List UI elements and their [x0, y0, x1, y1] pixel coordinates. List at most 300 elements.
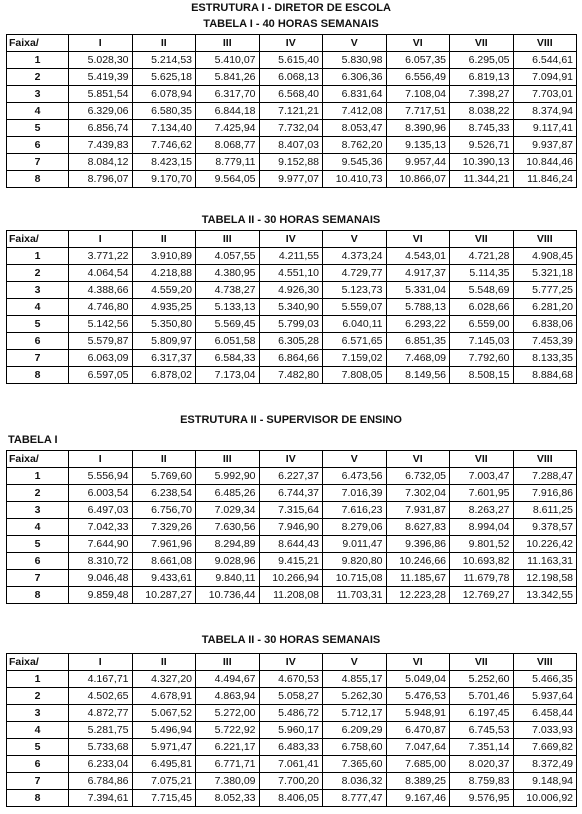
- value-cell: 5.058,27: [259, 688, 323, 705]
- faixa-cell: 1: [7, 468, 69, 485]
- value-cell: 7.315,64: [259, 502, 323, 519]
- faixa-cell: 4: [7, 299, 69, 316]
- value-cell: 6.831,64: [323, 86, 387, 103]
- value-cell: 7.616,23: [323, 502, 387, 519]
- value-cell: 6.051,58: [196, 333, 260, 350]
- column-header-faixa: Faixa/: [7, 654, 69, 671]
- value-cell: 7.717,51: [386, 103, 450, 120]
- value-cell: 7.916,86: [513, 485, 577, 502]
- value-cell: 4.502,65: [69, 688, 133, 705]
- value-cell: 7.669,82: [513, 739, 577, 756]
- value-cell: 6.568,40: [259, 86, 323, 103]
- value-cell: 6.233,04: [69, 756, 133, 773]
- column-header-nivel: III: [196, 231, 260, 248]
- value-cell: 7.703,01: [513, 86, 577, 103]
- value-cell: 10.410,73: [323, 171, 387, 188]
- value-cell: 5.028,30: [69, 52, 133, 69]
- value-cell: 9.011,47: [323, 536, 387, 553]
- estrutura-1-tabela-1: [6, 34, 577, 188]
- value-cell: 4.494,67: [196, 671, 260, 688]
- value-cell: 6.003,54: [69, 485, 133, 502]
- column-header-faixa: Faixa/: [7, 451, 69, 468]
- value-cell: 6.209,29: [323, 722, 387, 739]
- table-row: [7, 570, 577, 587]
- table-row: [7, 502, 577, 519]
- value-cell: 4.327,20: [132, 671, 196, 688]
- value-cell: 5.948,91: [386, 705, 450, 722]
- column-header-nivel: VII: [450, 451, 514, 468]
- value-cell: 5.548,69: [450, 282, 514, 299]
- value-cell: 6.057,35: [386, 52, 450, 69]
- value-cell: 7.029,34: [196, 502, 260, 519]
- value-cell: 6.744,37: [259, 485, 323, 502]
- faixa-cell: 1: [7, 52, 69, 69]
- value-cell: 6.329,06: [69, 103, 133, 120]
- value-cell: 7.108,04: [386, 86, 450, 103]
- value-cell: 5.788,13: [386, 299, 450, 316]
- faixa-cell: 2: [7, 69, 69, 86]
- column-header-nivel: VII: [450, 231, 514, 248]
- table-row: [7, 705, 577, 722]
- column-header-nivel: V: [323, 35, 387, 52]
- column-header-nivel: III: [196, 451, 260, 468]
- value-cell: 8.407,03: [259, 137, 323, 154]
- value-cell: 7.439,83: [69, 137, 133, 154]
- value-cell: 9.957,44: [386, 154, 450, 171]
- value-cell: 9.545,36: [323, 154, 387, 171]
- value-cell: 8.611,25: [513, 502, 577, 519]
- faixa-cell: 8: [7, 367, 69, 384]
- value-cell: 8.310,72: [69, 553, 133, 570]
- value-cell: 4.855,17: [323, 671, 387, 688]
- value-cell: 6.559,00: [450, 316, 514, 333]
- value-cell: 7.134,40: [132, 120, 196, 137]
- value-cell: 11.703,31: [323, 587, 387, 604]
- value-cell: 6.063,09: [69, 350, 133, 367]
- value-cell: 5.851,54: [69, 86, 133, 103]
- value-cell: 5.971,47: [132, 739, 196, 756]
- value-cell: 9.977,07: [259, 171, 323, 188]
- value-cell: 6.485,26: [196, 485, 260, 502]
- value-cell: 5.410,07: [196, 52, 260, 69]
- value-cell: 9.135,13: [386, 137, 450, 154]
- value-cell: 5.466,35: [513, 671, 577, 688]
- value-cell: 6.597,05: [69, 367, 133, 384]
- column-header-nivel: II: [132, 231, 196, 248]
- value-cell: 6.784,86: [69, 773, 133, 790]
- value-cell: 6.819,13: [450, 69, 514, 86]
- value-cell: 5.350,80: [132, 316, 196, 333]
- column-header-nivel: VIII: [513, 451, 577, 468]
- value-cell: 5.809,97: [132, 333, 196, 350]
- value-cell: 7.412,08: [323, 103, 387, 120]
- value-cell: 8.759,83: [450, 773, 514, 790]
- value-cell: 9.576,95: [450, 790, 514, 807]
- column-header-nivel: IV: [259, 35, 323, 52]
- value-cell: 7.946,90: [259, 519, 323, 536]
- value-cell: 4.373,24: [323, 248, 387, 265]
- value-cell: 4.167,71: [69, 671, 133, 688]
- faixa-cell: 1: [7, 671, 69, 688]
- value-cell: 5.615,40: [259, 52, 323, 69]
- value-cell: 10.736,44: [196, 587, 260, 604]
- table-row: [7, 333, 577, 350]
- value-cell: 6.306,36: [323, 69, 387, 86]
- value-cell: 8.508,15: [450, 367, 514, 384]
- table-row: [7, 587, 577, 604]
- faixa-cell: 2: [7, 485, 69, 502]
- value-cell: 13.342,55: [513, 587, 577, 604]
- table-row: [7, 468, 577, 485]
- value-cell: 7.075,21: [132, 773, 196, 790]
- value-cell: 5.321,18: [513, 265, 577, 282]
- value-cell: 6.544,61: [513, 52, 577, 69]
- value-cell: 5.799,03: [259, 316, 323, 333]
- value-cell: 7.003,47: [450, 468, 514, 485]
- value-cell: 9.937,87: [513, 137, 577, 154]
- value-cell: 5.496,94: [132, 722, 196, 739]
- header-row: [7, 451, 577, 468]
- header-row: [7, 231, 577, 248]
- column-header-nivel: I: [69, 35, 133, 52]
- table-row: [7, 103, 577, 120]
- value-cell: 8.423,15: [132, 154, 196, 171]
- column-header-nivel: I: [69, 231, 133, 248]
- value-cell: 7.042,33: [69, 519, 133, 536]
- value-cell: 6.580,35: [132, 103, 196, 120]
- value-cell: 7.329,26: [132, 519, 196, 536]
- value-cell: 11.846,24: [513, 171, 577, 188]
- value-cell: 9.801,52: [450, 536, 514, 553]
- estrutura-1-title: ESTRUTURA I - DIRETOR DE ESCOLA: [191, 2, 391, 14]
- value-cell: 5.331,04: [386, 282, 450, 299]
- value-cell: 7.644,90: [69, 536, 133, 553]
- value-cell: 4.729,77: [323, 265, 387, 282]
- column-header-nivel: VIII: [513, 231, 577, 248]
- value-cell: 10.266,94: [259, 570, 323, 587]
- table-row: [7, 367, 577, 384]
- value-cell: 4.863,94: [196, 688, 260, 705]
- column-header-nivel: II: [132, 451, 196, 468]
- value-cell: 9.378,57: [513, 519, 577, 536]
- value-cell: 6.293,22: [386, 316, 450, 333]
- faixa-cell: 5: [7, 739, 69, 756]
- value-cell: 8.053,47: [323, 120, 387, 137]
- value-cell: 5.252,60: [450, 671, 514, 688]
- value-cell: 6.295,05: [450, 52, 514, 69]
- value-cell: 8.796,07: [69, 171, 133, 188]
- value-cell: 7.033,93: [513, 722, 577, 739]
- value-cell: 6.844,18: [196, 103, 260, 120]
- value-cell: 4.543,01: [386, 248, 450, 265]
- value-cell: 10.246,66: [386, 553, 450, 570]
- faixa-cell: 3: [7, 502, 69, 519]
- value-cell: 6.732,05: [386, 468, 450, 485]
- value-cell: 5.992,90: [196, 468, 260, 485]
- value-cell: 10.287,27: [132, 587, 196, 604]
- value-cell: 5.419,39: [69, 69, 133, 86]
- value-cell: 8.745,33: [450, 120, 514, 137]
- value-cell: 6.584,33: [196, 350, 260, 367]
- faixa-cell: 3: [7, 86, 69, 103]
- column-header-nivel: VI: [386, 451, 450, 468]
- column-header-nivel: III: [196, 654, 260, 671]
- column-header-nivel: V: [323, 231, 387, 248]
- faixa-cell: 2: [7, 265, 69, 282]
- faixa-cell: 3: [7, 282, 69, 299]
- value-cell: 4.738,27: [196, 282, 260, 299]
- column-header-faixa: Faixa/: [7, 231, 69, 248]
- value-cell: 10.226,42: [513, 536, 577, 553]
- header-row: [7, 654, 577, 671]
- value-cell: 8.279,06: [323, 519, 387, 536]
- value-cell: 3.771,22: [69, 248, 133, 265]
- value-cell: 6.305,28: [259, 333, 323, 350]
- value-cell: 4.551,10: [259, 265, 323, 282]
- column-header-nivel: III: [196, 35, 260, 52]
- value-cell: 8.084,12: [69, 154, 133, 171]
- faixa-cell: 6: [7, 333, 69, 350]
- value-cell: 7.961,96: [132, 536, 196, 553]
- estrutura-2-tabela-1: [6, 450, 577, 604]
- value-cell: 5.123,73: [323, 282, 387, 299]
- value-cell: 5.340,90: [259, 299, 323, 316]
- value-cell: 6.838,06: [513, 316, 577, 333]
- value-cell: 4.064,54: [69, 265, 133, 282]
- faixa-cell: 7: [7, 350, 69, 367]
- value-cell: 11.163,31: [513, 553, 577, 570]
- column-header-nivel: VII: [450, 654, 514, 671]
- value-cell: 8.627,83: [386, 519, 450, 536]
- value-cell: 4.211,55: [259, 248, 323, 265]
- value-cell: 7.685,00: [386, 756, 450, 773]
- value-cell: 8.263,27: [450, 502, 514, 519]
- table-row: [7, 137, 577, 154]
- value-cell: 7.047,64: [386, 739, 450, 756]
- value-cell: 6.317,70: [196, 86, 260, 103]
- value-cell: 6.556,49: [386, 69, 450, 86]
- estrutura-1-tabela-1-title: TABELA I - 40 HORAS SEMANAIS: [203, 18, 379, 30]
- value-cell: 5.733,68: [69, 739, 133, 756]
- value-cell: 6.281,20: [513, 299, 577, 316]
- column-header-faixa: Faixa/: [7, 35, 69, 52]
- value-cell: 8.372,49: [513, 756, 577, 773]
- value-cell: 8.374,94: [513, 103, 577, 120]
- value-cell: 8.644,43: [259, 536, 323, 553]
- column-header-nivel: VII: [450, 35, 514, 52]
- value-cell: 8.036,32: [323, 773, 387, 790]
- value-cell: 7.453,39: [513, 333, 577, 350]
- value-cell: 4.926,30: [259, 282, 323, 299]
- value-cell: 5.114,35: [450, 265, 514, 282]
- value-cell: 7.398,27: [450, 86, 514, 103]
- value-cell: 4.670,53: [259, 671, 323, 688]
- value-cell: 8.294,89: [196, 536, 260, 553]
- value-cell: 9.028,96: [196, 553, 260, 570]
- value-cell: 7.288,47: [513, 468, 577, 485]
- value-cell: 10.006,92: [513, 790, 577, 807]
- faixa-cell: 7: [7, 154, 69, 171]
- value-cell: 7.468,09: [386, 350, 450, 367]
- faixa-cell: 8: [7, 171, 69, 188]
- value-cell: 5.142,56: [69, 316, 133, 333]
- faixa-cell: 7: [7, 773, 69, 790]
- value-cell: 5.722,92: [196, 722, 260, 739]
- table-row: [7, 154, 577, 171]
- faixa-cell: 6: [7, 756, 69, 773]
- column-header-nivel: VIII: [513, 35, 577, 52]
- value-cell: 8.133,35: [513, 350, 577, 367]
- value-cell: 7.746,62: [132, 137, 196, 154]
- value-cell: 4.908,45: [513, 248, 577, 265]
- faixa-cell: 8: [7, 790, 69, 807]
- table-row: [7, 688, 577, 705]
- value-cell: 8.779,11: [196, 154, 260, 171]
- table-row: [7, 265, 577, 282]
- faixa-cell: 3: [7, 705, 69, 722]
- value-cell: 8.884,68: [513, 367, 577, 384]
- table-row: [7, 282, 577, 299]
- value-cell: 6.756,70: [132, 502, 196, 519]
- faixa-cell: 4: [7, 519, 69, 536]
- value-cell: 4.559,20: [132, 282, 196, 299]
- value-cell: 7.380,09: [196, 773, 260, 790]
- table-row: [7, 120, 577, 137]
- value-cell: 6.878,02: [132, 367, 196, 384]
- value-cell: 9.526,71: [450, 137, 514, 154]
- table-row: [7, 52, 577, 69]
- table-row: [7, 671, 577, 688]
- value-cell: 6.238,54: [132, 485, 196, 502]
- value-cell: 6.473,56: [323, 468, 387, 485]
- value-cell: 7.425,94: [196, 120, 260, 137]
- value-cell: 5.841,26: [196, 69, 260, 86]
- value-cell: 4.678,91: [132, 688, 196, 705]
- faixa-cell: 2: [7, 688, 69, 705]
- value-cell: 9.820,80: [323, 553, 387, 570]
- value-cell: 12.198,58: [513, 570, 577, 587]
- column-header-nivel: II: [132, 35, 196, 52]
- value-cell: 7.302,04: [386, 485, 450, 502]
- value-cell: 5.579,87: [69, 333, 133, 350]
- table-row: [7, 485, 577, 502]
- value-cell: 10.866,07: [386, 171, 450, 188]
- value-cell: 9.167,46: [386, 790, 450, 807]
- value-cell: 6.078,94: [132, 86, 196, 103]
- faixa-cell: 7: [7, 570, 69, 587]
- value-cell: 8.149,56: [386, 367, 450, 384]
- value-cell: 11.208,08: [259, 587, 323, 604]
- estrutura-2-title: ESTRUTURA II - SUPERVISOR DE ENSINO: [180, 414, 402, 426]
- value-cell: 11.344,21: [450, 171, 514, 188]
- column-header-nivel: VI: [386, 654, 450, 671]
- column-header-nivel: VI: [386, 231, 450, 248]
- value-cell: 7.792,60: [450, 350, 514, 367]
- table-row: [7, 171, 577, 188]
- table-row: [7, 248, 577, 265]
- value-cell: 8.052,33: [196, 790, 260, 807]
- value-cell: 5.960,17: [259, 722, 323, 739]
- table-row: [7, 86, 577, 103]
- column-header-nivel: IV: [259, 654, 323, 671]
- value-cell: 8.994,04: [450, 519, 514, 536]
- column-header-nivel: I: [69, 451, 133, 468]
- value-cell: 9.396,86: [386, 536, 450, 553]
- value-cell: 4.872,77: [69, 705, 133, 722]
- value-cell: 7.351,14: [450, 739, 514, 756]
- value-cell: 11.679,78: [450, 570, 514, 587]
- value-cell: 5.937,64: [513, 688, 577, 705]
- value-cell: 10.693,82: [450, 553, 514, 570]
- value-cell: 8.020,37: [450, 756, 514, 773]
- value-cell: 8.661,08: [132, 553, 196, 570]
- value-cell: 4.721,28: [450, 248, 514, 265]
- value-cell: 9.046,48: [69, 570, 133, 587]
- value-cell: 5.272,00: [196, 705, 260, 722]
- value-cell: 4.388,66: [69, 282, 133, 299]
- value-cell: 5.486,72: [259, 705, 323, 722]
- table-row: [7, 299, 577, 316]
- column-header-nivel: V: [323, 451, 387, 468]
- estrutura-2-tabela-2: [6, 653, 577, 807]
- value-cell: 5.049,04: [386, 671, 450, 688]
- value-cell: 7.121,21: [259, 103, 323, 120]
- value-cell: 8.390,96: [386, 120, 450, 137]
- value-cell: 7.365,60: [323, 756, 387, 773]
- value-cell: 6.856,74: [69, 120, 133, 137]
- column-header-nivel: V: [323, 654, 387, 671]
- value-cell: 5.262,30: [323, 688, 387, 705]
- value-cell: 9.415,21: [259, 553, 323, 570]
- value-cell: 5.556,94: [69, 468, 133, 485]
- table-row: [7, 756, 577, 773]
- value-cell: 8.389,25: [386, 773, 450, 790]
- value-cell: 6.458,44: [513, 705, 577, 722]
- value-cell: 6.317,37: [132, 350, 196, 367]
- value-cell: 6.771,71: [196, 756, 260, 773]
- value-cell: 6.851,35: [386, 333, 450, 350]
- header-row: [7, 35, 577, 52]
- value-cell: 10.715,08: [323, 570, 387, 587]
- table-row: [7, 739, 577, 756]
- value-cell: 11.185,67: [386, 570, 450, 587]
- value-cell: 7.394,61: [69, 790, 133, 807]
- faixa-cell: 5: [7, 316, 69, 333]
- value-cell: 5.712,17: [323, 705, 387, 722]
- column-header-nivel: IV: [259, 231, 323, 248]
- value-cell: 6.758,60: [323, 739, 387, 756]
- faixa-cell: 4: [7, 722, 69, 739]
- table-row: [7, 790, 577, 807]
- value-cell: 8.068,77: [196, 137, 260, 154]
- value-cell: 5.214,53: [132, 52, 196, 69]
- value-cell: 9.564,05: [196, 171, 260, 188]
- value-cell: 7.700,20: [259, 773, 323, 790]
- estrutura-2-tabela-1-title: TABELA I: [8, 434, 58, 446]
- value-cell: 9.859,48: [69, 587, 133, 604]
- value-cell: 6.028,66: [450, 299, 514, 316]
- value-cell: 5.281,75: [69, 722, 133, 739]
- value-cell: 4.057,55: [196, 248, 260, 265]
- value-cell: 9.148,94: [513, 773, 577, 790]
- value-cell: 9.152,88: [259, 154, 323, 171]
- value-cell: 7.061,41: [259, 756, 323, 773]
- value-cell: 7.173,04: [196, 367, 260, 384]
- value-cell: 9.433,61: [132, 570, 196, 587]
- value-cell: 12.223,28: [386, 587, 450, 604]
- value-cell: 7.094,91: [513, 69, 577, 86]
- table-row: [7, 536, 577, 553]
